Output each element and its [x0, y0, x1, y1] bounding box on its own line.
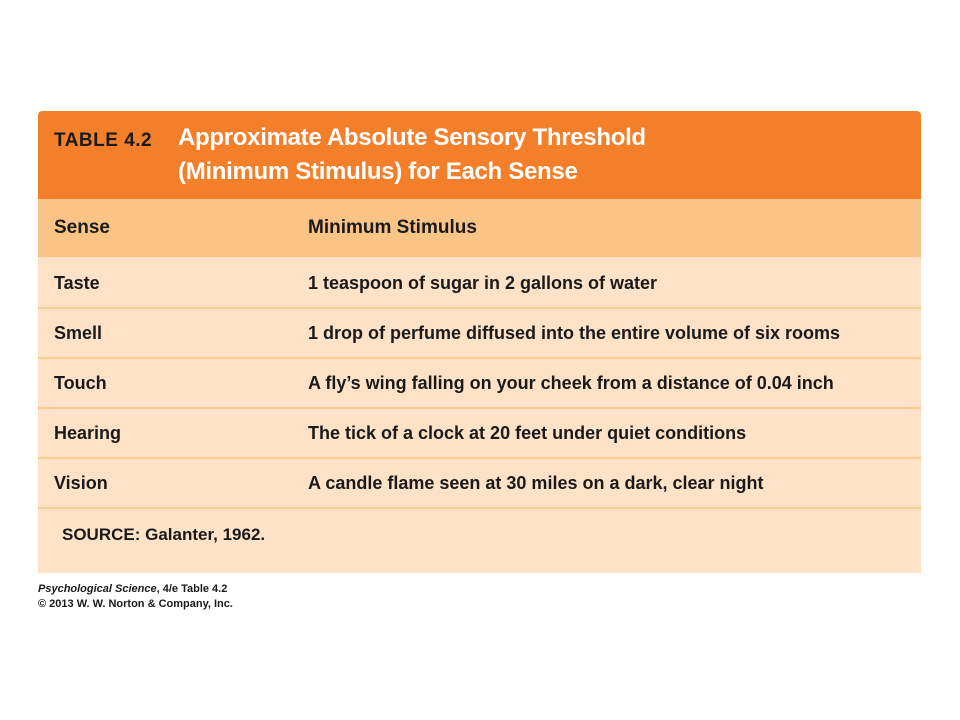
table-row: [38, 259, 921, 309]
table-title-line-2: (Minimum Stimulus) for Each Sense: [178, 158, 578, 185]
cell-sense: Touch: [54, 373, 107, 393]
table-title-bar: [38, 111, 921, 199]
cell-sense: Smell: [54, 323, 103, 343]
cell-stimulus: The tick of a clock at 20 feet under quiet conditions: [308, 423, 747, 443]
header-minimum-stimulus: Minimum Stimulus: [308, 217, 477, 238]
copyright: © 2013 W. W. Norton & Company, Inc.: [38, 598, 233, 610]
table-row: [38, 459, 921, 509]
cell-stimulus: A candle flame seen at 30 miles on a dark, clear night: [308, 473, 764, 493]
edition-ref: , 4/e Table 4.2: [156, 583, 228, 595]
header-sense: Sense: [54, 217, 110, 238]
table-row: [38, 359, 921, 409]
table-header-row: [38, 199, 921, 257]
table-title: [178, 121, 878, 189]
table-title-line-1: Approximate Absolute Sensory Threshold: [178, 124, 646, 151]
sensory-threshold-table: [38, 111, 921, 573]
cell-stimulus: 1 teaspoon of sugar in 2 gallons of water: [308, 273, 658, 293]
cell-sense: Vision: [54, 473, 108, 493]
table-source: SOURCE: Galanter, 1962.: [62, 525, 266, 544]
cell-sense: Taste: [54, 273, 100, 293]
table-row: [38, 309, 921, 359]
book-title: Psychological Science: [38, 583, 157, 595]
cell-stimulus: A fly’s wing falling on your cheek from a distance of 0.04 inch: [308, 373, 834, 393]
cell-sense: Hearing: [54, 423, 122, 443]
credits: [38, 582, 233, 612]
cell-stimulus: 1 drop of perfume diffused into the entire volume of six rooms: [308, 323, 841, 343]
table-body: [38, 259, 921, 509]
table-row: [38, 409, 921, 459]
table-label: TABLE 4.2: [54, 130, 153, 151]
credits-line-1: [38, 582, 233, 597]
